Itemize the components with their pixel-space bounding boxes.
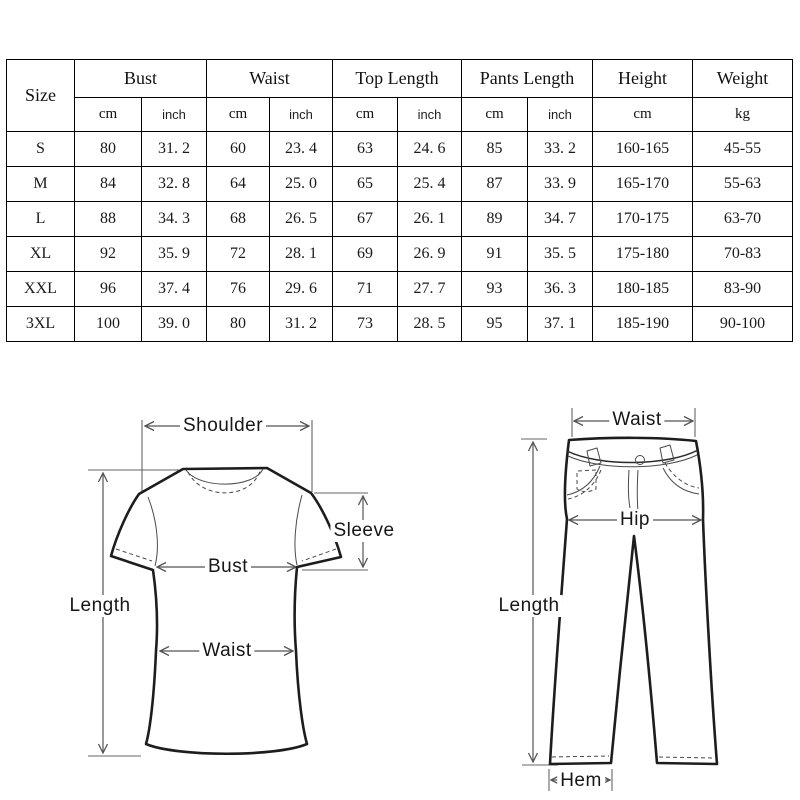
shirt-length-label: Length	[66, 595, 133, 617]
pants-waist-label: Waist	[609, 409, 664, 431]
value-cell: 96	[75, 272, 142, 307]
value-cell: 89	[462, 202, 528, 237]
tshirt-drawing	[88, 420, 368, 756]
value-cell: 35. 5	[528, 237, 593, 272]
value-cell: 26. 1	[398, 202, 462, 237]
value-cell: 87	[462, 167, 528, 202]
table-row	[7, 237, 793, 272]
value-cell: 73	[333, 307, 398, 342]
value-cell: 80	[207, 307, 270, 342]
value-cell: 72	[207, 237, 270, 272]
value-cell: 80	[75, 132, 142, 167]
pants-length-label: Length	[495, 595, 562, 617]
value-cell: 170-175	[593, 202, 693, 237]
table-units-row	[7, 98, 793, 132]
table-row	[7, 167, 793, 202]
size-cell: XL	[7, 237, 75, 272]
value-cell: 26. 5	[270, 202, 333, 237]
unit-waist-cm: cm	[207, 98, 270, 132]
value-cell: 33. 2	[528, 132, 593, 167]
unit-bust-cm: cm	[75, 98, 142, 132]
value-cell: 76	[207, 272, 270, 307]
value-cell: 24. 6	[398, 132, 462, 167]
value-cell: 85	[462, 132, 528, 167]
value-cell: 37. 4	[142, 272, 207, 307]
value-cell: 31. 2	[270, 307, 333, 342]
value-cell: 88	[75, 202, 142, 237]
size-cell: M	[7, 167, 75, 202]
value-cell: 70-83	[693, 237, 793, 272]
value-cell: 84	[75, 167, 142, 202]
table-row	[7, 202, 793, 237]
value-cell: 64	[207, 167, 270, 202]
pants-hip-label: Hip	[617, 509, 653, 531]
value-cell: 65	[333, 167, 398, 202]
column-header-height: Height	[593, 60, 693, 98]
unit-weight-kg: kg	[693, 98, 793, 132]
value-cell: 69	[333, 237, 398, 272]
size-cell: L	[7, 202, 75, 237]
shirt-sleeve-label: Sleeve	[330, 520, 397, 542]
value-cell: 27. 7	[398, 272, 462, 307]
column-header-top-length: Top Length	[333, 60, 462, 98]
column-header-pants-length: Pants Length	[462, 60, 593, 98]
value-cell: 28. 5	[398, 307, 462, 342]
value-cell: 68	[207, 202, 270, 237]
pants-hem-label: Hem	[557, 770, 605, 792]
unit-pants-inch: inch	[528, 98, 593, 132]
value-cell: 93	[462, 272, 528, 307]
value-cell: 60	[207, 132, 270, 167]
value-cell: 71	[333, 272, 398, 307]
size-table-body	[7, 132, 793, 342]
table-row	[7, 307, 793, 342]
value-cell: 32. 8	[142, 167, 207, 202]
size-cell: S	[7, 132, 75, 167]
size-table	[6, 59, 793, 342]
value-cell: 63-70	[693, 202, 793, 237]
value-cell: 90-100	[693, 307, 793, 342]
value-cell: 31. 2	[142, 132, 207, 167]
value-cell: 25. 0	[270, 167, 333, 202]
value-cell: 36. 3	[528, 272, 593, 307]
unit-height-cm: cm	[593, 98, 693, 132]
unit-top-inch: inch	[398, 98, 462, 132]
value-cell: 91	[462, 237, 528, 272]
column-header-waist: Waist	[207, 60, 333, 98]
value-cell: 29. 6	[270, 272, 333, 307]
column-header-weight: Weight	[693, 60, 793, 98]
value-cell: 23. 4	[270, 132, 333, 167]
table-row	[7, 272, 793, 307]
value-cell: 34. 3	[142, 202, 207, 237]
shirt-waist-label: Waist	[199, 640, 254, 662]
unit-waist-inch: inch	[270, 98, 333, 132]
unit-top-cm: cm	[333, 98, 398, 132]
value-cell: 39. 0	[142, 307, 207, 342]
value-cell: 180-185	[593, 272, 693, 307]
value-cell: 28. 1	[270, 237, 333, 272]
value-cell: 25. 4	[398, 167, 462, 202]
value-cell: 37. 1	[528, 307, 593, 342]
value-cell: 63	[333, 132, 398, 167]
column-header-bust: Bust	[75, 60, 207, 98]
shirt-bust-label: Bust	[205, 556, 251, 578]
value-cell: 35. 9	[142, 237, 207, 272]
unit-bust-inch: inch	[142, 98, 207, 132]
value-cell: 165-170	[593, 167, 693, 202]
table-header-row	[7, 60, 793, 98]
size-cell: 3XL	[7, 307, 75, 342]
shirt-shoulder-label: Shoulder	[180, 415, 266, 437]
value-cell: 33. 9	[528, 167, 593, 202]
size-cell: XXL	[7, 272, 75, 307]
table-row	[7, 132, 793, 167]
unit-pants-cm: cm	[462, 98, 528, 132]
value-cell: 26. 9	[398, 237, 462, 272]
value-cell: 185-190	[593, 307, 693, 342]
value-cell: 67	[333, 202, 398, 237]
value-cell: 34. 7	[528, 202, 593, 237]
value-cell: 92	[75, 237, 142, 272]
value-cell: 100	[75, 307, 142, 342]
value-cell: 45-55	[693, 132, 793, 167]
column-header-size: Size	[7, 60, 75, 132]
value-cell: 83-90	[693, 272, 793, 307]
pants-button	[636, 456, 645, 465]
value-cell: 95	[462, 307, 528, 342]
value-cell: 160-165	[593, 132, 693, 167]
value-cell: 175-180	[593, 237, 693, 272]
value-cell: 55-63	[693, 167, 793, 202]
